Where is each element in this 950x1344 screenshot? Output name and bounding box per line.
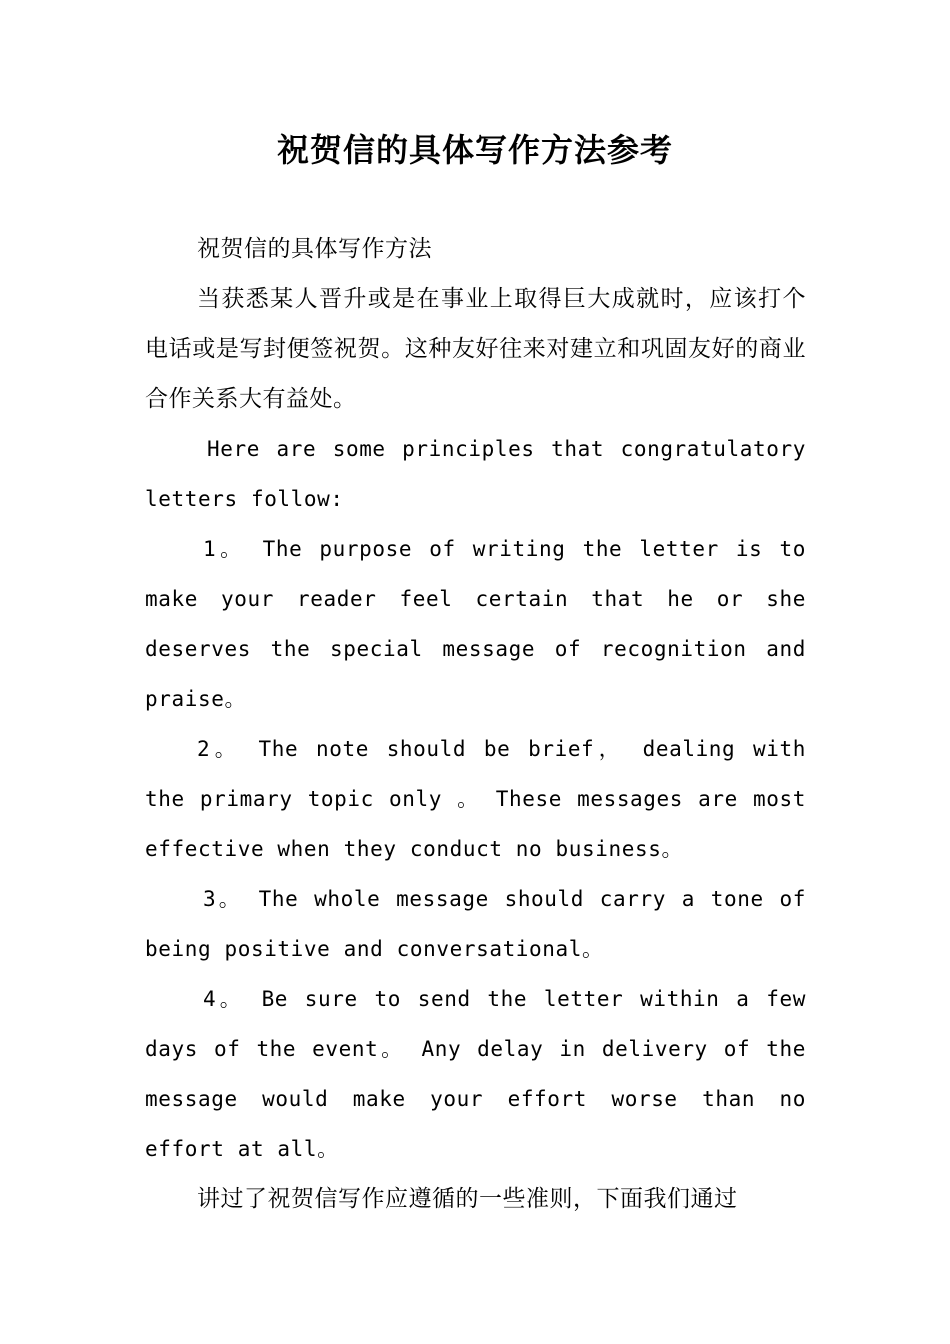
document-body bbox=[145, 224, 806, 1224]
paragraph-principle-1: 1。 The purpose of writing the letter is to make your reader feel certain that he or she deserves the special message of recognition and praise。 bbox=[145, 537, 806, 711]
paragraph-principle-3: 3。 The whole message should carry a tone of being positive and conversational。 bbox=[145, 887, 806, 961]
paragraph-subtitle: 祝贺信的具体写作方法 bbox=[197, 236, 432, 262]
paragraph-intro: 当获悉某人晋升或是在事业上取得巨大成就时，应该打个电话或是写封便签祝贺。这种友好往来对建立和巩固友好的商业合作关系大有益处。 bbox=[145, 286, 806, 412]
document-title: 祝贺信的具体写作方法参考 bbox=[276, 131, 673, 169]
paragraph-principle-4: 4。 Be sure to send the letter within a few days of the event。 Any delay in delivery of the message would make your effort worse than no effort at all。 bbox=[145, 987, 806, 1161]
paragraph-principle-2: 2。 The note should be brief， dealing with the primary topic only 。 These messages are most effective when they conduct no business。 bbox=[145, 737, 806, 861]
paragraph-transition: 讲过了祝贺信写作应遵循的一些准则，下面我们通过 bbox=[197, 1186, 738, 1212]
paragraph-principles-intro: Here are some principles that congratulatory letters follow: bbox=[145, 437, 806, 511]
